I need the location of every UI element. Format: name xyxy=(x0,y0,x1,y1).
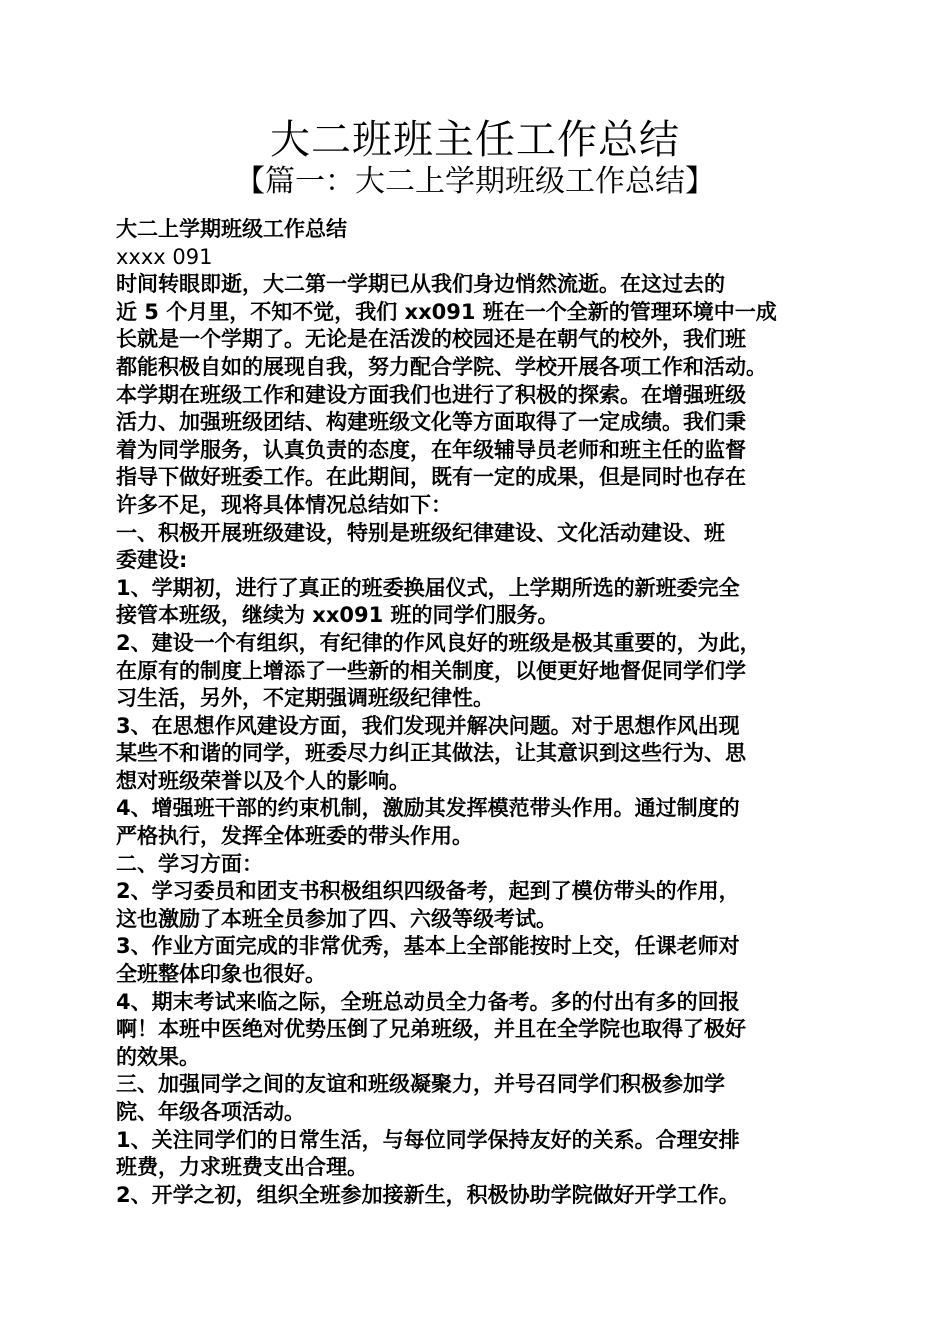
text-line: 时间转眼即逝，大二第一学期已从我们身边悄然流逝。在这过去的 xyxy=(116,272,725,297)
text-line: 一、积极开展班级建设，特别是班级纪律建设、文化活动建设、班 xyxy=(116,520,725,545)
text-line: 2、学习委员和团支书积极组织四级备考，起到了模仿带头的作用， xyxy=(116,879,740,904)
text-line: 某些不和谐的同学，班委尽力纠正其做法，让其意识到这些行为、思 xyxy=(116,741,746,766)
text-line: 严格执行，发挥全体班委的带头作用。 xyxy=(116,824,473,849)
text-line: 3、作业方面完成的非常优秀，基本上全部能按时上交，任课老师对 xyxy=(116,934,740,959)
text-line: 二、学习方面： xyxy=(116,851,263,876)
text-line: 院、年级各项活动。 xyxy=(116,1100,305,1124)
text-line: 委建设: xyxy=(116,548,188,573)
text-line: 想对班级荣誉以及个人的影响。 xyxy=(116,768,410,793)
text-line: 啊！本班中医绝对优势压倒了兄弟班级，并且在全学院也取得了极好 xyxy=(116,1017,746,1042)
document-body xyxy=(116,216,846,1209)
text-line: 活力、加强班级团结、构建班级文化等方面取得了一定成绩。我们秉 xyxy=(116,410,746,435)
text-line: 大二上学期班级工作总结 xyxy=(116,217,347,241)
text-line: 接管本班级，继续为 xx091 班的同学们服务。 xyxy=(116,603,559,628)
document-subtitle: 【篇一：大二上学期班级工作总结】 xyxy=(235,164,715,199)
text-line: 全班整体印象也很好。 xyxy=(116,962,326,987)
text-line: xxxx 091 xyxy=(116,244,213,269)
text-line: 的效果。 xyxy=(116,1044,200,1069)
text-line: 习生活，另外，不定期强调班级纪律性。 xyxy=(116,686,494,711)
text-line: 4、增强班干部的约束机制，激励其发挥模范带头作用。通过制度的 xyxy=(116,796,740,821)
text-line: 近 5 个月里，不知不觉，我们 xx091 班在一个全新的管理环境中一成 xyxy=(116,299,777,324)
text-line: 在原有的制度上增添了一些新的相关制度，以便更好地督促同学们学 xyxy=(116,658,746,683)
text-line: 都能积极自如的展现自我，努力配合学院、学校开展各项工作和活动。 xyxy=(116,354,767,379)
text-line: 长就是一个学期了。无论是在活泼的校园还是在朝气的校外，我们班 xyxy=(116,327,746,352)
text-line: 3、在思想作风建设方面，我们发现并解决问题。对于思想作风出现 xyxy=(116,713,740,738)
text-line: 三、加强同学之间的友谊和班级凝聚力，并号召同学们积极参加学 xyxy=(116,1072,725,1097)
text-line: 这也激励了本班全员参加了四、六级等级考试。 xyxy=(116,906,557,931)
text-line: 班费，力求班费支出合理。 xyxy=(116,1155,368,1180)
text-line: 许多不足，现将具体情况总结如下： xyxy=(116,492,452,517)
text-line: 4、期末考试来临之际，全班总动员全力备考。多的付出有多的回报 xyxy=(116,989,740,1014)
text-line: 指导下做好班委工作。在此期间，既有一定的成果，但是同时也存在 xyxy=(116,465,746,490)
text-line: 1、关注同学们的日常生活，与每位同学保持友好的关系。合理安排 xyxy=(116,1127,740,1152)
document-title: 大二班班主任工作总结 xyxy=(270,117,680,163)
text-line: 2、建设一个有组织，有纪律的作风良好的班级是极其重要的，为此， xyxy=(116,630,761,655)
text-line: 着为同学服务，认真负责的态度，在年级辅导员老师和班主任的监督 xyxy=(116,437,746,462)
text-line: 1、学期初，进行了真正的班委换届仪式，上学期所选的新班委完全 xyxy=(116,575,740,600)
text-line: 本学期在班级工作和建设方面我们也进行了积极的探索。在增强班级 xyxy=(116,382,746,407)
text-line: 2、开学之初，组织全班参加接新生，积极协助学院做好开学工作。 xyxy=(116,1182,740,1207)
